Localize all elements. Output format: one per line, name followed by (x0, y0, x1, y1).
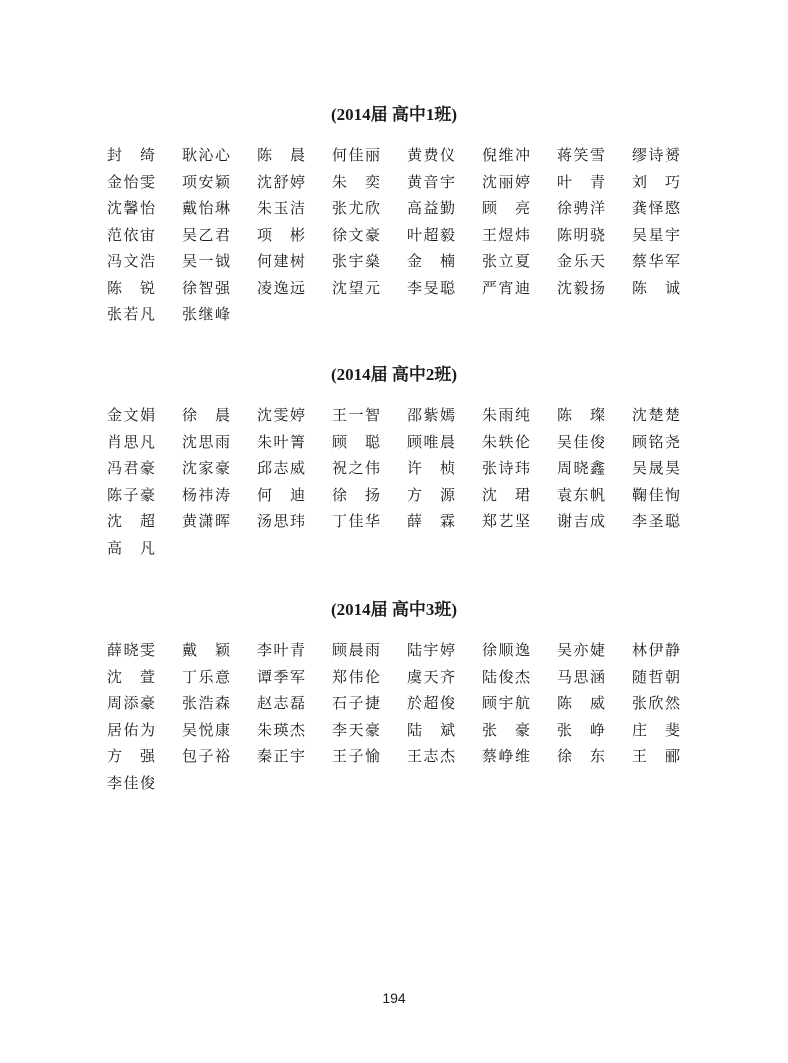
student-name: 周 添 豪 (107, 694, 155, 712)
student-name: 李 旻 聪 (407, 278, 455, 297)
student-name: 吴 晟 昊 (632, 459, 680, 477)
student-name: 金 文 娟 (107, 406, 155, 424)
student-name: 严 宵 迪 (482, 278, 530, 297)
student-name: 戴 颖 (182, 641, 230, 659)
student-name: 何 建 树 (257, 252, 305, 270)
student-name: 谭 季 军 (257, 667, 305, 686)
student-name: 吴 星 宇 (632, 225, 680, 244)
student-name: 马 思 涵 (557, 667, 605, 686)
student-name: 杨 祎 涛 (182, 485, 230, 504)
student-name: 丁 乐 意 (182, 667, 230, 686)
student-name: 吴 悦 康 (182, 720, 230, 739)
student-name: 王 郦 (632, 747, 680, 765)
student-name: 张 豪 (482, 720, 530, 739)
student-name: 戴 怡 琳 (182, 199, 230, 217)
student-name: 张 宇 燊 (332, 252, 380, 270)
student-name: 项 安 颖 (182, 172, 230, 191)
student-name: 於 超 俊 (407, 694, 455, 712)
student-name: 徐 顺 逸 (482, 641, 530, 659)
student-name: 袁 东 帆 (557, 485, 605, 504)
student-name: 黄 音 宇 (407, 172, 455, 191)
name-row (0, 195, 788, 222)
student-name: 李 佳 俊 (107, 773, 155, 792)
student-name: 随 哲 朝 (632, 667, 680, 686)
student-name: 沈 丽 婷 (482, 172, 530, 191)
name-row (0, 743, 788, 770)
name-row (0, 402, 788, 429)
student-name: 朱 叶 箐 (257, 432, 305, 451)
name-row (0, 717, 788, 744)
student-name: 王 志 杰 (407, 747, 455, 765)
student-name: 蔡 华 军 (632, 252, 680, 270)
student-name: 徐 智 强 (182, 278, 230, 297)
student-name: 朱 奕 (332, 172, 380, 191)
student-name: 封 绮 (107, 146, 155, 164)
student-name: 倪 维 冲 (482, 146, 530, 164)
name-row (0, 637, 788, 664)
student-name: 沈 舒 婷 (257, 172, 305, 191)
student-name: 张 浩 森 (182, 694, 230, 712)
name-row (0, 770, 788, 797)
name-grid (0, 142, 788, 328)
name-grid (0, 637, 788, 796)
student-name: 高 益 勤 (407, 199, 455, 217)
student-name: 徐 文 豪 (332, 225, 380, 244)
student-name: 张 继 峰 (182, 305, 230, 323)
student-name: 沈 家 豪 (182, 459, 230, 477)
student-name: 徐 扬 (332, 485, 380, 504)
student-name: 祝 之 伟 (332, 459, 380, 477)
student-name: 徐 骋 洋 (557, 199, 605, 217)
student-name: 邱 志 威 (257, 459, 305, 477)
name-row (0, 142, 788, 169)
student-name: 冯 文 浩 (107, 252, 155, 270)
student-name: 范 依 宙 (107, 225, 155, 244)
student-name: 秦 正 宇 (257, 747, 305, 765)
student-name: 庄 斐 (632, 720, 680, 739)
student-name: 龚 怿 愍 (632, 199, 680, 217)
name-row (0, 455, 788, 482)
student-name: 林 伊 静 (632, 641, 680, 659)
student-name: 陆 宇 婷 (407, 641, 455, 659)
student-name: 肖 思 凡 (107, 432, 155, 451)
student-name: 周 晓 鑫 (557, 459, 605, 477)
student-name: 叶 青 (557, 172, 605, 191)
student-name: 何 佳 丽 (332, 146, 380, 164)
student-name: 吴 佳 俊 (557, 432, 605, 451)
student-name: 沈 馨 怡 (107, 199, 155, 217)
student-name: 方 强 (107, 747, 155, 765)
student-name: 沈 楚 楚 (632, 406, 680, 424)
student-name: 顾 晨 雨 (332, 641, 380, 659)
student-name: 刘 巧 (632, 172, 680, 191)
student-name: 缪 诗 赟 (632, 146, 680, 164)
student-name: 蔡 峥 维 (482, 747, 530, 765)
student-name: 陆 俊 杰 (482, 667, 530, 686)
student-name: 顾 亮 (482, 199, 530, 217)
name-row (0, 508, 788, 535)
student-name: 沈 雯 婷 (257, 406, 305, 424)
student-name: 吴 一 钺 (182, 252, 230, 270)
student-name: 黄 费 仪 (407, 146, 455, 164)
student-name: 张 欣 然 (632, 694, 680, 712)
student-name: 陈 明 骁 (557, 225, 605, 244)
student-name: 凌 逸 远 (257, 278, 305, 297)
student-name: 朱 雨 纯 (482, 406, 530, 424)
section-title: (2014届 高中2班) (330, 365, 458, 384)
student-name: 何 迪 (257, 485, 305, 504)
student-name: 郑 艺 坚 (482, 512, 530, 530)
student-name: 虞 天 齐 (407, 667, 455, 686)
student-name: 沈 望 元 (332, 278, 380, 297)
student-name: 谢 吉 成 (557, 512, 605, 530)
student-name: 朱 玉 洁 (257, 199, 305, 217)
student-name: 高 凡 (107, 538, 155, 557)
student-name: 朱 轶 伦 (482, 432, 530, 451)
student-name: 薛 霖 (407, 512, 455, 530)
student-name: 石 子 捷 (332, 694, 380, 712)
name-row (0, 482, 788, 509)
student-name: 沈 萱 (107, 667, 155, 686)
student-name: 耿 沁 心 (182, 146, 230, 164)
student-name: 蒋 笑 雪 (557, 146, 605, 164)
student-name: 邵 紫 嫣 (407, 406, 455, 424)
student-name: 徐 晨 (182, 406, 230, 424)
student-name: 许 桢 (407, 459, 455, 477)
student-name: 方 源 (407, 485, 455, 504)
name-row (0, 169, 788, 196)
student-name: 王 子 愉 (332, 747, 380, 765)
class-section-3 (0, 597, 788, 796)
student-name: 郑 伟 伦 (332, 667, 380, 686)
student-name: 王 煜 炜 (482, 225, 530, 244)
name-row (0, 222, 788, 249)
name-grid (0, 402, 788, 561)
section-title: (2014届 高中3班) (330, 600, 458, 619)
name-row (0, 429, 788, 456)
student-name: 陈 诚 (632, 278, 680, 297)
student-name: 沈 思 雨 (182, 432, 230, 451)
student-name: 李 圣 聪 (632, 512, 680, 530)
student-name: 吴 亦 婕 (557, 641, 605, 659)
student-name: 薛 晓 雯 (107, 641, 155, 659)
student-name: 陈 晨 (257, 146, 305, 164)
student-name: 居 佑 为 (107, 720, 155, 739)
student-name: 鞠 佳 恂 (632, 485, 680, 504)
student-name: 包 子 裕 (182, 747, 230, 765)
student-name: 张 立 夏 (482, 252, 530, 270)
student-name: 张 诗 玮 (482, 459, 530, 477)
student-name: 叶 超 毅 (407, 225, 455, 244)
student-name: 顾 唯 晨 (407, 432, 455, 451)
student-name: 黄 潇 晖 (182, 512, 230, 530)
student-name: 王 一 智 (332, 406, 380, 424)
student-name: 张 尤 欣 (332, 199, 380, 217)
class-section-2 (0, 362, 788, 561)
student-name: 顾 宇 航 (482, 694, 530, 712)
student-name: 项 彬 (257, 225, 305, 244)
student-name: 徐 东 (557, 747, 605, 765)
student-name: 陈 锐 (107, 278, 155, 297)
student-name: 张 峥 (557, 720, 605, 739)
student-name: 金 怡 雯 (107, 172, 155, 191)
name-row (0, 248, 788, 275)
name-row (0, 275, 788, 302)
student-name: 朱 瑛 杰 (257, 720, 305, 739)
class-section-1 (0, 102, 788, 328)
student-name: 汤 思 玮 (257, 512, 305, 530)
section-title: (2014届 高中1班) (330, 105, 458, 124)
student-name: 陈 璨 (557, 406, 605, 424)
student-name: 沈 毅 扬 (557, 278, 605, 297)
name-row (0, 535, 788, 562)
student-name: 沈 超 (107, 512, 155, 530)
student-name: 顾 聪 (332, 432, 380, 451)
student-name: 金 乐 天 (557, 252, 605, 270)
student-name: 张 若 凡 (107, 305, 155, 323)
student-name: 顾 铭 尧 (632, 432, 680, 451)
student-name: 冯 君 豪 (107, 459, 155, 477)
name-row (0, 301, 788, 328)
name-row (0, 690, 788, 717)
page-number: 194 (382, 990, 406, 1006)
student-name: 陈 子 豪 (107, 485, 155, 504)
student-name: 金 楠 (407, 252, 455, 270)
student-name: 丁 佳 华 (332, 512, 380, 530)
student-name: 陈 威 (557, 694, 605, 712)
student-name: 吴 乙 君 (182, 225, 230, 244)
student-name: 李 叶 青 (257, 641, 305, 659)
student-name: 李 天 豪 (332, 720, 380, 739)
student-name: 沈 珺 (482, 485, 530, 504)
name-row (0, 664, 788, 691)
student-name: 赵 志 磊 (257, 694, 305, 712)
student-name: 陆 斌 (407, 720, 455, 739)
